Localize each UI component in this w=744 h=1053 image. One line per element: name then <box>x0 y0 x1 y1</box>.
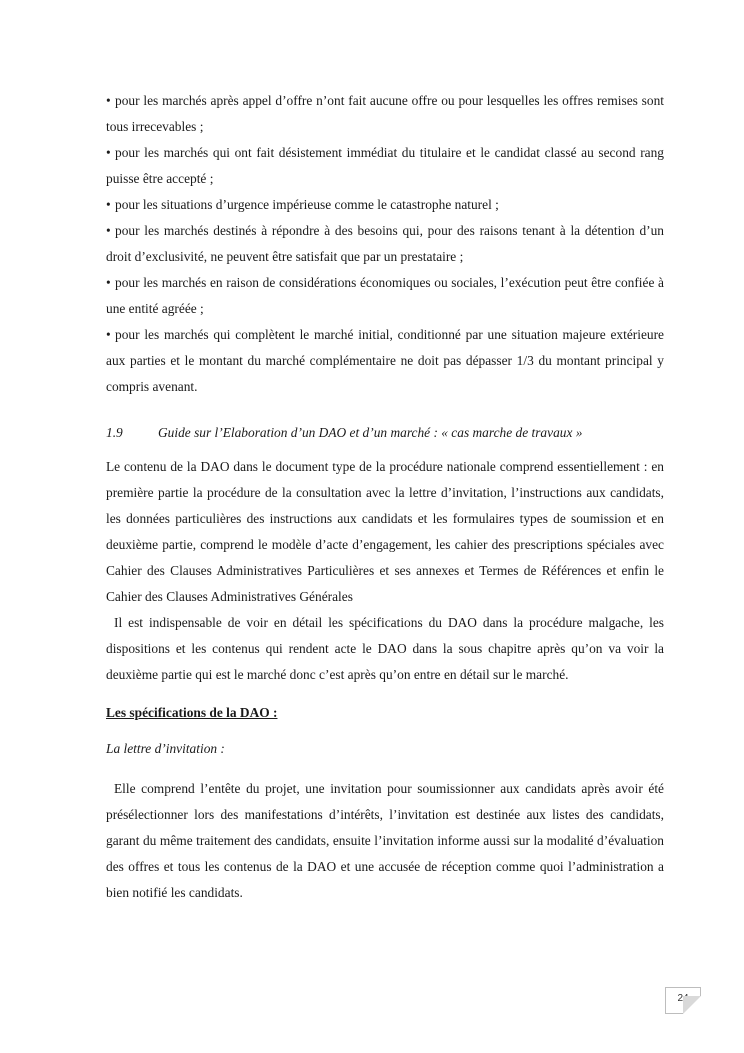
document-body <box>106 88 664 906</box>
bullet-item: • pour les marchés qui complètent le marché initial, conditionné par une situation majeure extérieure aux parties et le montant du marché complémentaire ne doit pas dépasser 1/3 du montant principal y compris avenant. <box>106 322 664 400</box>
bullet-item: • pour les marchés en raison de considérations économiques ou sociales, l’exécution peut être confiée à une entité agréée ; <box>106 270 664 322</box>
bullet-icon: • <box>106 275 111 290</box>
section-heading <box>106 420 664 446</box>
bullet-item: • pour les marchés qui ont fait désistement immédiat du titulaire et le candidat classé au second rang puisse être accepté ; <box>106 140 664 192</box>
bullet-icon: • <box>106 145 111 160</box>
bullet-item: • pour les situations d’urgence impérieuse comme le catastrophe naturel ; <box>106 192 664 218</box>
section-number: 1.9 <box>106 425 123 440</box>
bullet-item: • pour les marchés après appel d’offre n’ont fait aucune offre ou pour lesquelles les offres remises sont tous irrecevables ; <box>106 88 664 140</box>
bullet-icon: • <box>106 223 111 238</box>
paragraph-dao-specifications: Il est indispensable de voir en détail les spécifications du DAO dans la procédure malgache, les dispositions et les contenus qui rendent acte le DAO dans la sous chapitre après qu’on va voir la deuxième partie qui est le marché donc c’est après qu’on entre en détail sur le marché. <box>106 615 664 682</box>
bullet-item: • pour les marchés destinés à répondre à des besoins qui, pour des raisons tenant à la détention d’un droit d’exclusivité, ne peuvent être satisfait que par un prestataire ; <box>106 218 664 270</box>
bullet-icon: • <box>106 197 111 212</box>
subheading-invitation-letter: La lettre d’invitation : <box>106 741 225 756</box>
page-number: 24 <box>665 987 701 1014</box>
bullet-icon: • <box>106 93 111 108</box>
paragraph-invitation-letter: Elle comprend l’entête du projet, une invitation pour soumissionner aux candidats après avoir été présélectionner lors des manifestations d’intérêts, l’invitation est destinée aux listes des candidats, garant du même traitement des candidats, ensuite l’invitation informe aussi sur la modalité d’évaluation des offres et tous les contenus de la DAO et une accusée de réception comme quoi l’administration a bien notifié les candidats. <box>106 781 664 900</box>
paragraph-dao-content: Le contenu de la DAO dans le document type de la procédure nationale comprend essentiellement : en première partie la procédure de la consultation avec la lettre d’invitation, l’instructions aux candidats, les données particulières des instructions aux candidats et les formulaires types de soumission et en deuxième partie, comprend le modèle d’acte d’engagement, les cahier des prescriptions spéciales avec Cahier des Clauses Administratives Particulières et ses annexes et Termes de Références et enfin le Cahier des Clauses Administratives Générales <box>106 459 664 604</box>
subheading-specifications: Les spécifications de la DAO : <box>106 705 278 720</box>
section-title: Guide sur l’Elaboration d’un DAO et d’un marché : « cas marche de travaux » <box>158 425 583 440</box>
bullet-icon: • <box>106 327 111 342</box>
